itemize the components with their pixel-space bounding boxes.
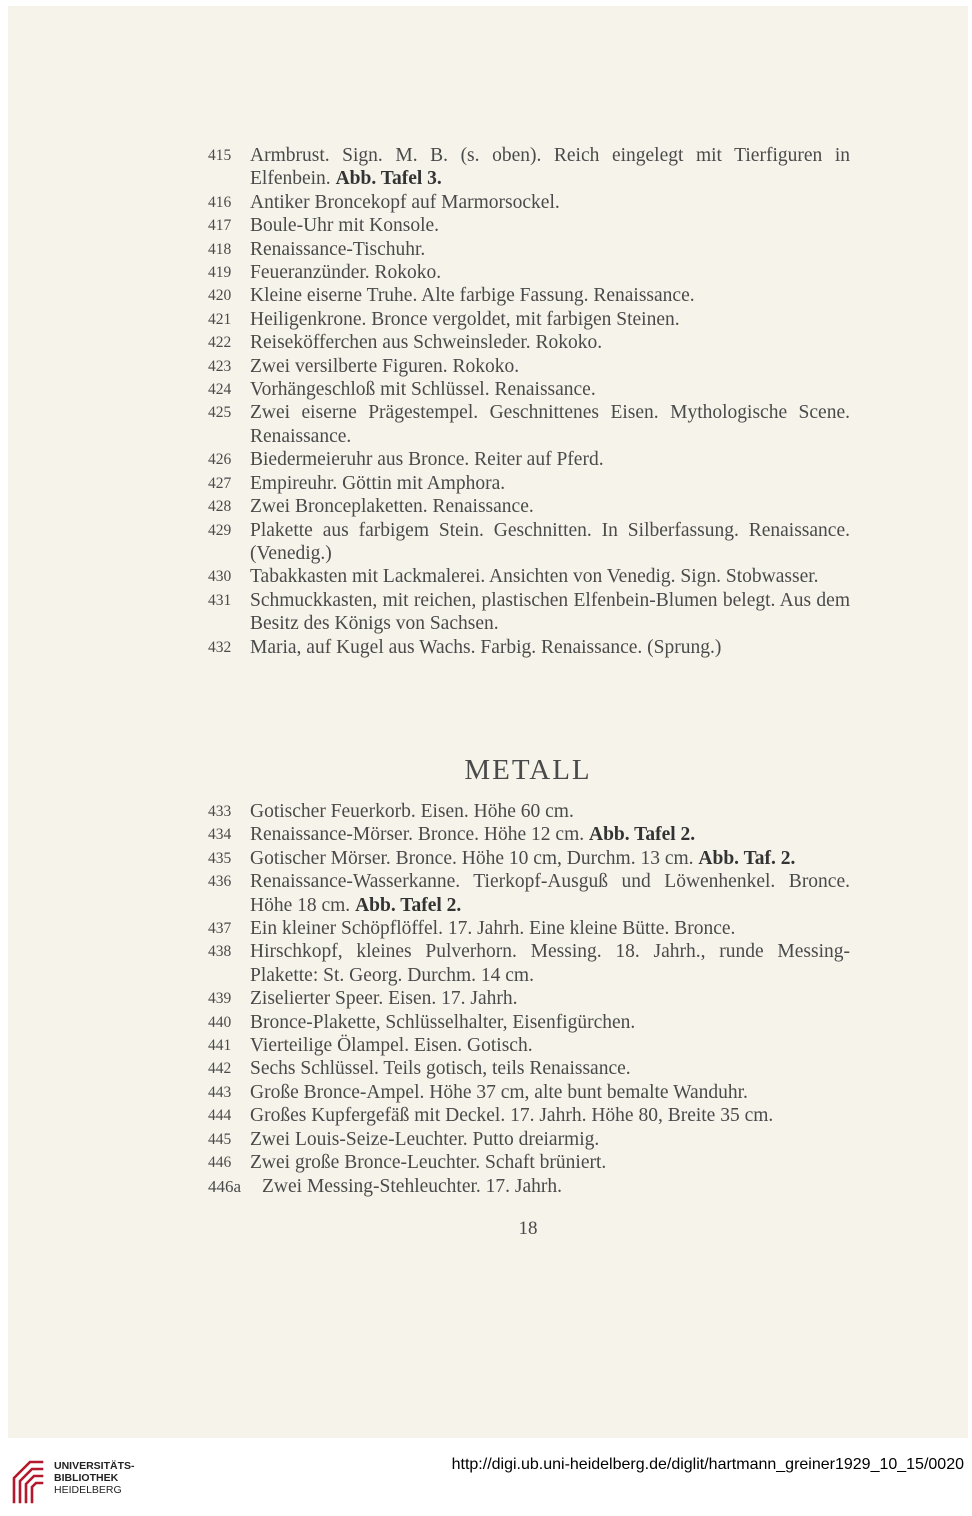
entry-text bbox=[250, 402, 850, 446]
entry-description: Kleine eiserne Truhe. Alte farbige Fassung. Renaissance. bbox=[250, 285, 695, 307]
catalog-entry bbox=[208, 1151, 850, 1174]
entry-number: 438 bbox=[208, 943, 232, 961]
catalog-entry bbox=[208, 565, 850, 588]
library-name bbox=[54, 1460, 135, 1496]
catalog-entry bbox=[208, 940, 850, 987]
entry-number: 433 bbox=[208, 803, 232, 820]
plate-reference: Abb. Tafel 2. bbox=[588, 824, 696, 846]
entry-description: Renaissance-Tischuhr. bbox=[250, 238, 426, 260]
library-name-line2: BIBLIOTHEK bbox=[54, 1472, 119, 1484]
entry-description: Hirschkopf, kleines Pulverhorn. Messing. 18. Jahrh., runde Messing-Plakette: St. Georg. Durchm. 14 cm. bbox=[250, 941, 850, 986]
entry-number: 435 bbox=[208, 849, 232, 867]
entry-list-metal bbox=[208, 800, 850, 1198]
entry-number: 434 bbox=[208, 826, 232, 844]
catalog-entry bbox=[208, 1104, 850, 1127]
catalog-entry bbox=[208, 261, 850, 284]
entry-description: Gotischer Mörser. Bronce. Höhe 10 cm, Durchm. 13 cm. bbox=[250, 847, 694, 869]
entry-description: Zwei versilberte Figuren. Rokoko. bbox=[250, 355, 520, 377]
entry-description: Großes Kupfergefäß mit Deckel. 17. Jahrh. Höhe 80, Breite 35 cm. bbox=[250, 1105, 774, 1127]
entry-number: 422 bbox=[208, 334, 232, 352]
entry-number: 441 bbox=[208, 1037, 232, 1055]
catalog-entry bbox=[208, 284, 850, 307]
page-number: 18 bbox=[518, 1218, 538, 1239]
entry-number: 436 bbox=[208, 873, 232, 891]
entry-number: 437 bbox=[208, 920, 232, 938]
entry-number: 426 bbox=[208, 451, 232, 469]
entry-number: 425 bbox=[208, 404, 232, 422]
entry-text bbox=[250, 192, 560, 213]
catalog-entry bbox=[208, 238, 850, 261]
entry-number: 446a bbox=[208, 1176, 242, 1196]
entry-text bbox=[250, 356, 519, 377]
entry-description: Empireuhr. Göttin mit Amphora. bbox=[250, 472, 506, 494]
entry-description: Schmuckkasten, mit reichen, plastischen Elfenbein-Blumen belegt. Aus dem Besitz des Königs von Sachsen. bbox=[250, 589, 850, 635]
entry-text bbox=[250, 520, 850, 564]
entry-text bbox=[250, 918, 735, 939]
entry-text bbox=[250, 566, 819, 587]
entry-description: Vorhängeschloß mit Schlüssel. Renaissance. bbox=[250, 379, 596, 401]
source-url: http://digi.ub.uni-heidelberg.de/diglit/hartmann_greiner1929_10_15/0020 bbox=[451, 1456, 964, 1473]
entry-description: Reiseköfferchen aus Schweinsleder. Rokoko. bbox=[250, 332, 603, 354]
entry-text bbox=[250, 332, 602, 353]
catalog-entry bbox=[208, 823, 850, 846]
entry-number: 432 bbox=[208, 638, 232, 656]
catalog-entry bbox=[208, 144, 850, 191]
entry-text bbox=[250, 1082, 748, 1103]
catalog-entry bbox=[208, 917, 850, 940]
catalog-entry bbox=[208, 448, 850, 471]
entry-number: 431 bbox=[208, 591, 232, 609]
entry-text bbox=[250, 379, 596, 400]
catalog-entry bbox=[208, 1057, 850, 1080]
entry-description: Antiker Broncekopf auf Marmorsockel. bbox=[250, 191, 560, 213]
library-logo-icon bbox=[10, 1456, 46, 1506]
entry-description: Feueranzünder. Rokoko. bbox=[250, 262, 442, 284]
entry-description: Sechs Schlüssel. Teils gotisch, teils Renaissance. bbox=[250, 1058, 631, 1080]
catalog-entry bbox=[208, 378, 850, 401]
entry-text bbox=[250, 590, 850, 634]
section-heading: METALL bbox=[464, 754, 592, 786]
entry-number: 423 bbox=[208, 357, 232, 375]
entry-text bbox=[250, 1152, 606, 1173]
entry-text bbox=[250, 871, 850, 915]
catalog-entry bbox=[208, 214, 850, 237]
entry-number: 446 bbox=[208, 1154, 232, 1172]
catalog-entry bbox=[208, 472, 850, 495]
plate-reference: Abb. Taf. 2. bbox=[698, 847, 796, 869]
catalog-entry bbox=[208, 589, 850, 636]
entry-number: 419 bbox=[208, 264, 232, 282]
entry-number: 440 bbox=[208, 1013, 232, 1031]
entry-number: 418 bbox=[208, 240, 232, 258]
entry-description: Biedermeieruhr aus Bronce. Reiter auf Pferd. bbox=[250, 449, 604, 471]
catalog-entry bbox=[208, 331, 850, 354]
entry-text bbox=[250, 637, 721, 658]
entry-number: 443 bbox=[208, 1083, 232, 1101]
catalog-entry bbox=[208, 987, 850, 1010]
entry-description: Plakette aus farbigem Stein. Geschnitten. In Silberfassung. Renaissance. (Venedig.) bbox=[250, 519, 850, 564]
catalog-entry bbox=[208, 1011, 850, 1034]
entry-number: 428 bbox=[208, 498, 232, 516]
entry-description: Zwei Messing-Stehleuchter. 17. Jahrh. bbox=[262, 1175, 563, 1197]
entry-number: 439 bbox=[208, 990, 232, 1008]
entry-description: Zwei Bronceplaketten. Renaissance. bbox=[250, 496, 534, 518]
catalog-entry bbox=[208, 800, 850, 823]
entry-text bbox=[250, 801, 574, 822]
entry-text bbox=[250, 1058, 631, 1079]
catalog-entry bbox=[208, 495, 850, 518]
catalog-entry bbox=[208, 1034, 850, 1057]
entry-description: Renaissance-Mörser. Bronce. Höhe 12 cm. bbox=[250, 824, 585, 846]
entry-list-top bbox=[208, 144, 850, 659]
entry-number: 417 bbox=[208, 217, 232, 235]
entry-description: Vierteilige Ölampel. Eisen. Gotisch. bbox=[250, 1035, 533, 1057]
catalog-entry bbox=[208, 1081, 850, 1104]
entry-text bbox=[250, 239, 425, 260]
catalog-entry bbox=[208, 1128, 850, 1151]
entry-text bbox=[250, 285, 695, 306]
catalog-entry bbox=[208, 401, 850, 448]
footer-bar bbox=[0, 1438, 972, 1516]
library-name-line3: HEIDELBERG bbox=[54, 1484, 122, 1496]
entry-description: Zwei große Bronce-Leuchter. Schaft brüniert. bbox=[250, 1152, 607, 1174]
entry-number: 420 bbox=[208, 287, 232, 305]
entry-description: Ziselierter Speer. Eisen. 17. Jahrh. bbox=[250, 988, 518, 1010]
entry-description: Renaissance-Wasserkanne. Tierkopf-Ausguß und Löwenhenkel. Bronce. Höhe 18 cm. bbox=[250, 871, 850, 916]
entry-description: Bronce-Plakette, Schlüsselhalter, Eisenfigürchen. bbox=[250, 1011, 636, 1033]
entry-text bbox=[250, 1105, 773, 1126]
entry-number: 424 bbox=[208, 381, 232, 399]
entry-number: 442 bbox=[208, 1060, 232, 1078]
plate-reference: Abb. Tafel 2. bbox=[355, 894, 462, 916]
entry-description: Boule-Uhr mit Konsole. bbox=[250, 215, 440, 237]
entry-description: Heiligenkrone. Bronce vergoldet, mit farbigen Steinen. bbox=[250, 308, 680, 330]
entry-text bbox=[250, 1175, 850, 1198]
entry-number: 421 bbox=[208, 310, 232, 328]
entry-description: Maria, auf Kugel aus Wachs. Farbig. Renaissance. (Sprung.) bbox=[250, 636, 722, 658]
entry-description: Zwei eiserne Prägestempel. Geschnittenes Eisen. Mythologische Scene. Renaissance. bbox=[250, 402, 850, 447]
entry-text bbox=[250, 449, 604, 470]
entry-text bbox=[250, 848, 795, 869]
scanned-page bbox=[8, 6, 968, 1438]
entry-text bbox=[250, 988, 518, 1009]
entry-number: 430 bbox=[208, 568, 232, 586]
entry-text bbox=[250, 215, 439, 236]
entry-text bbox=[250, 1012, 635, 1033]
entry-text bbox=[250, 145, 850, 189]
plate-reference: Abb. Tafel 3. bbox=[335, 168, 442, 190]
entry-text bbox=[250, 473, 505, 494]
entry-text bbox=[250, 262, 441, 283]
entry-text bbox=[250, 824, 695, 845]
entry-text bbox=[250, 309, 680, 330]
entry-description: Ein kleiner Schöpflöffel. 17. Jahrh. Eine kleine Bütte. Bronce. bbox=[250, 918, 736, 940]
library-name-line1: UNIVERSITÄTS- bbox=[54, 1460, 135, 1472]
entry-text bbox=[250, 496, 534, 517]
entry-text bbox=[250, 941, 850, 985]
entry-text bbox=[250, 1129, 599, 1150]
entry-number: 415 bbox=[208, 147, 232, 164]
entry-description: Tabakkasten mit Lackmalerei. Ansichten von Venedig. Sign. Stobwasser. bbox=[250, 566, 819, 588]
entry-description: Große Bronce-Ampel. Höhe 37 cm, alte bunt bemalte Wanduhr. bbox=[250, 1081, 748, 1103]
entry-number: 429 bbox=[208, 521, 232, 539]
catalog-entry bbox=[208, 519, 850, 566]
catalog-entry bbox=[208, 870, 850, 917]
catalog-entry bbox=[208, 308, 850, 331]
catalog-entry bbox=[208, 636, 850, 659]
entry-number: 416 bbox=[208, 193, 232, 211]
entry-number: 427 bbox=[208, 474, 232, 492]
entry-number: 445 bbox=[208, 1130, 232, 1148]
catalog-entry bbox=[208, 1175, 850, 1198]
entry-description: Zwei Louis-Seize-Leuchter. Putto dreiarmig. bbox=[250, 1128, 600, 1150]
entry-number: 444 bbox=[208, 1107, 232, 1125]
catalog-entry bbox=[208, 847, 850, 870]
entry-text bbox=[250, 1035, 533, 1056]
entry-description: Armbrust. Sign. M. B. (s. oben). Reich eingelegt mit Tierfiguren in Elfenbein. bbox=[250, 145, 850, 190]
entry-description: Gotischer Feuerkorb. Eisen. Höhe 60 cm. bbox=[250, 801, 574, 822]
catalog-entry bbox=[208, 191, 850, 214]
catalog-entry bbox=[208, 355, 850, 378]
